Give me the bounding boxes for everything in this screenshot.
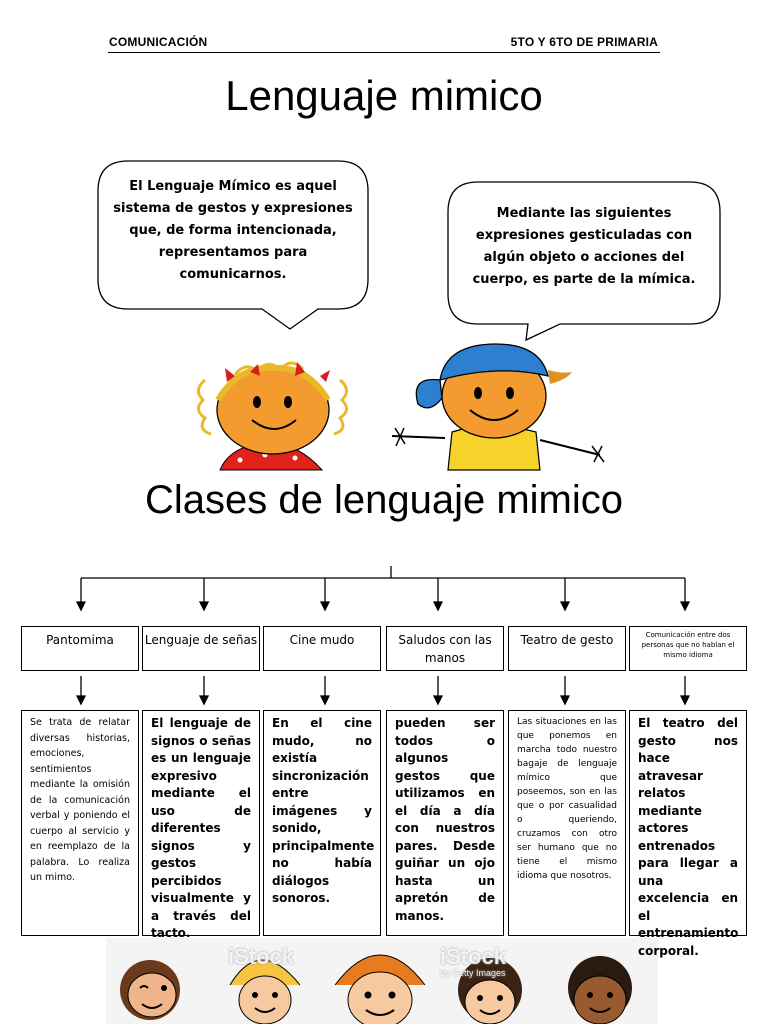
boy-cartoon-icon [392, 344, 604, 470]
description-teatro-gesto: Las situaciones en las que ponemos en marcha todo nuestro bagaje de lenguaje mímico que poseemos, son en las que o por casualidad o queriendo, cruzamos con otro ser humano que no tiene el mismo idioma que nosotros. [508, 710, 626, 936]
page-title: Lenguaje mimico [225, 72, 543, 119]
down-arrows [77, 676, 689, 704]
category-saludos: Saludos con las manos [386, 626, 504, 671]
description-lenguaje-senas: El lenguaje de signos o señas es un lenguaje expresivo mediante el uso de diferentes signos y gestos percibidos visualmente y a través del tacto. [142, 710, 260, 936]
category-cine-mudo: Cine mudo [263, 626, 381, 671]
category-teatro-gesto: Teatro de gesto [508, 626, 626, 671]
bubble-right-text: Mediante las siguientes expresiones gesticuladas con algún objeto o acciones del cuerpo, es parte de la mímica. [472, 206, 696, 287]
bubble-left-text: El Lenguaje Mímico es aquel sistema de gestos y expresiones que, de forma intencionada, representamos para comunicarnos. [113, 179, 353, 282]
header-grade: 5TO Y 6TO DE PRIMARIA [510, 35, 658, 49]
category-lenguaje-senas: Lenguaje de señas [142, 626, 260, 671]
watermark-text: iStock [228, 944, 295, 969]
description-comunicacion: El teatro del gesto nos hace atravesar relatos mediante actores entrenados para llegar a una excelencia en el entrenamiento corporal. [629, 710, 747, 936]
girl-cartoon-icon [198, 362, 346, 470]
watermark-text: iStock [440, 944, 507, 969]
description-cine-mudo: En el cine mudo, no existía sincronización entre imágenes y sonido, principalmente no había diálogos sonoros. [263, 710, 381, 936]
category-pantomima: Pantomima [21, 626, 139, 671]
watermark-subtext: by Getty Images [440, 968, 506, 978]
kids-illustration-icon [106, 938, 658, 1024]
section-title: Clases de lenguaje mimico [144, 478, 623, 522]
description-saludos: pueden ser todos o algunos gestos que utilizamos en el día a día con nuestros pares. Desde guiñar un ojo hasta un apretón de manos. [386, 710, 504, 936]
category-comunicacion: Comunicación entre dos personas que no hablan el mismo idioma [629, 626, 747, 671]
tree-connector [77, 566, 689, 610]
header-subject: COMUNICACIÓN [109, 35, 208, 49]
description-pantomima: Se trata de relatar diversas historias, emociones, sentimientos mediante la omisión de la comunicación verbal y poniendo el cuerpo al servicio y en reemplazo de la palabra. Lo realiza un mimo. [21, 710, 139, 936]
